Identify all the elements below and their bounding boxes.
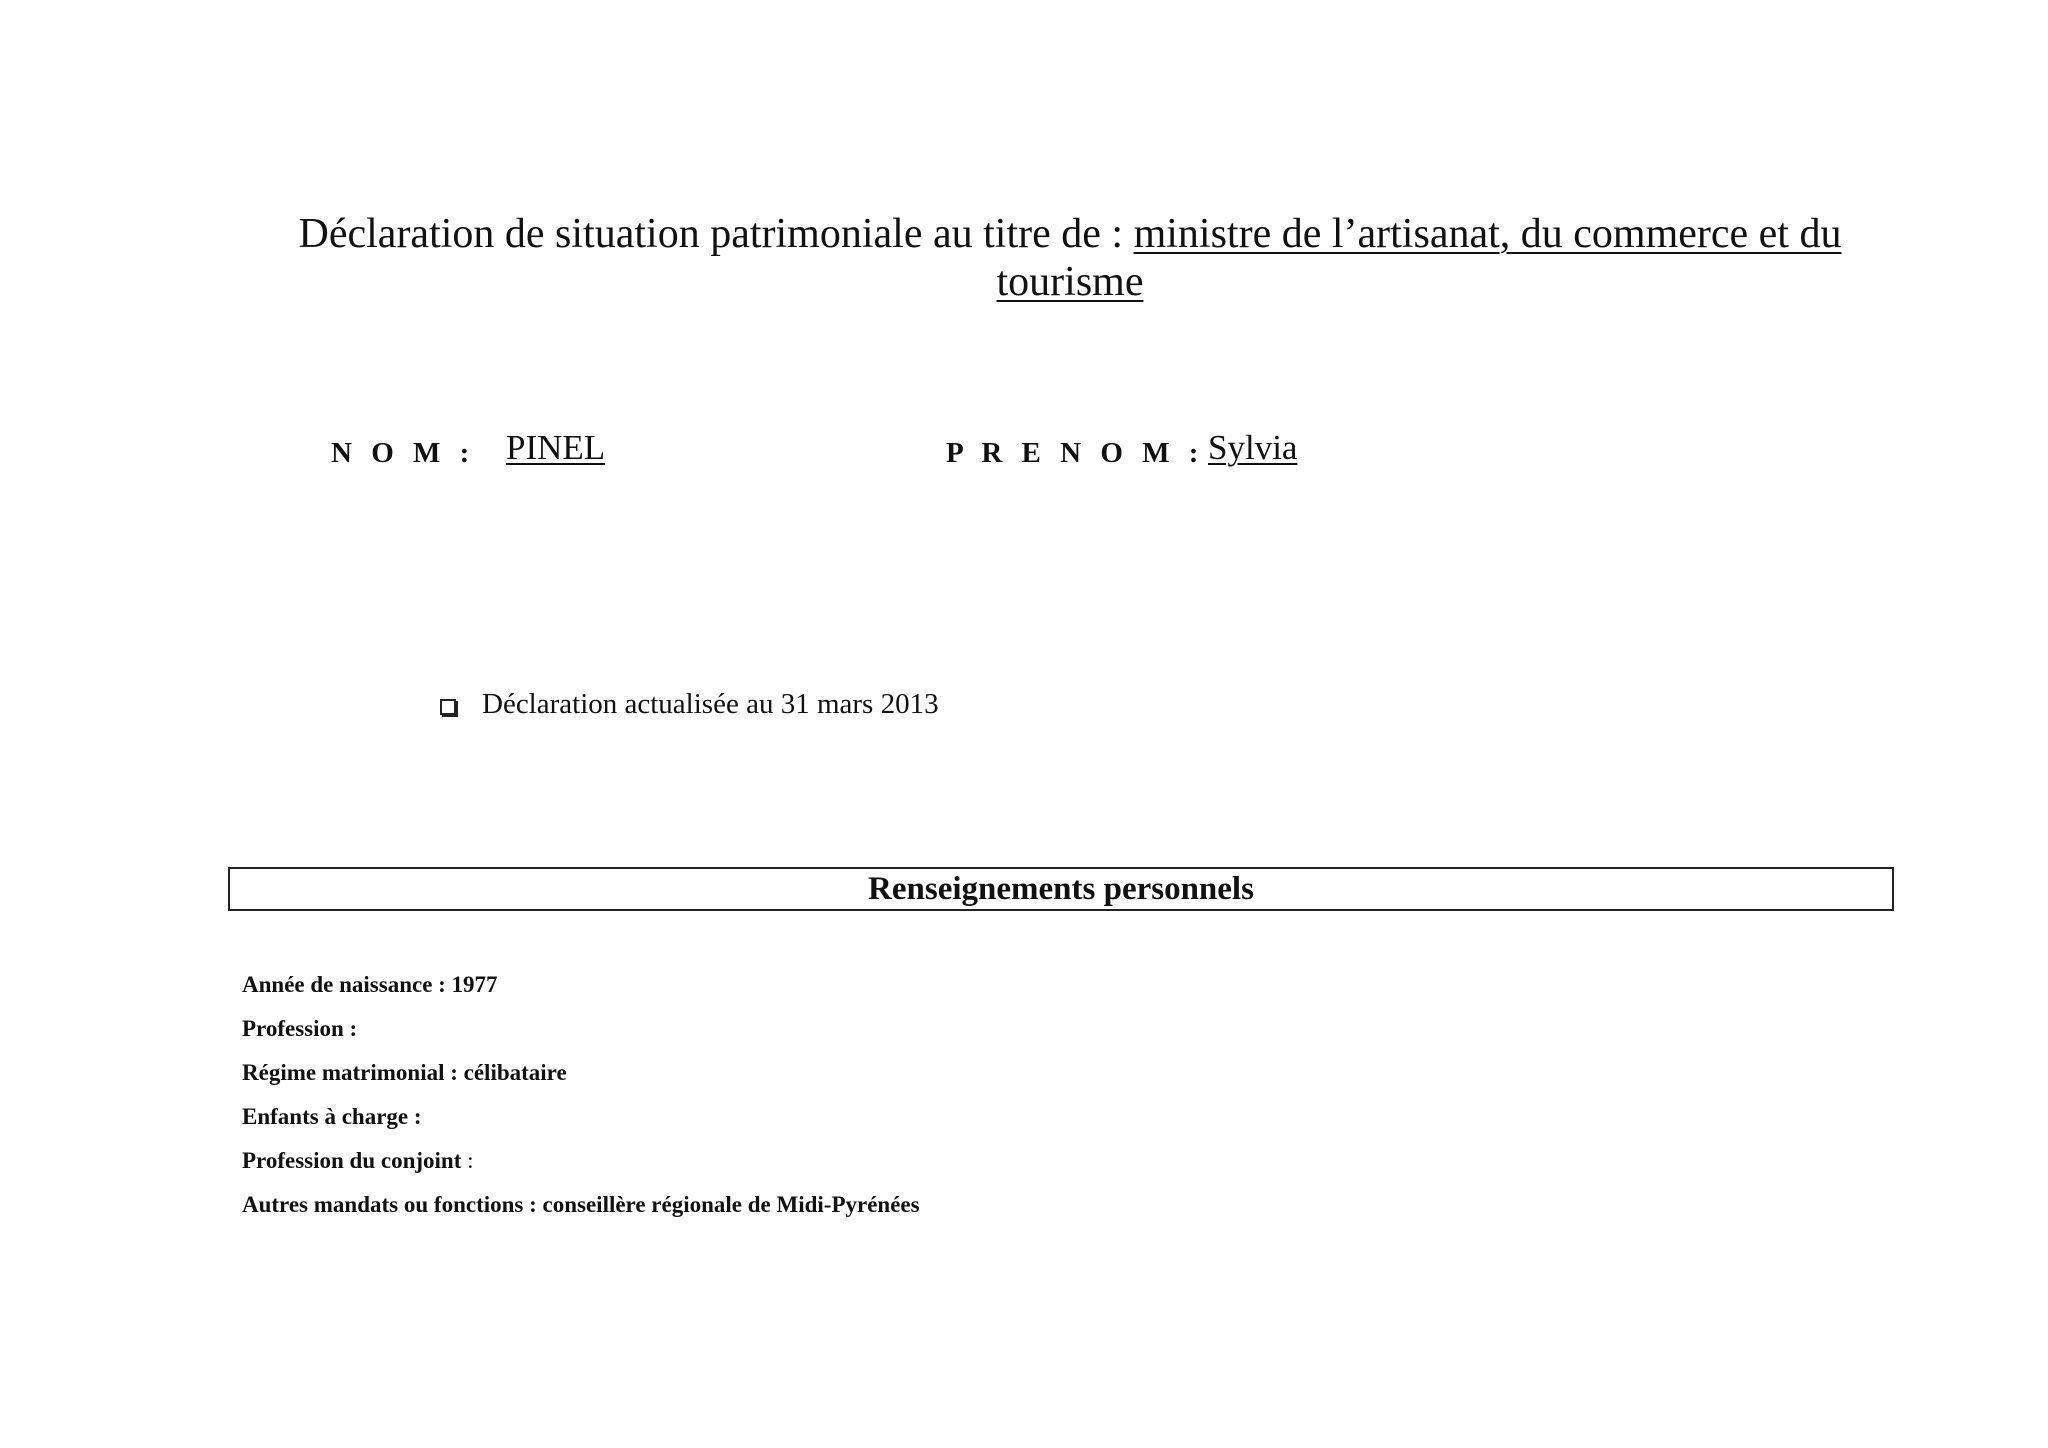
children-row: Enfants à charge : bbox=[242, 1104, 422, 1129]
title-role: ministre de l’artisanat, du commerce et du tourisme bbox=[996, 211, 1842, 305]
declaration-text: Déclaration actualisée au 31 mars 2013 bbox=[482, 688, 939, 720]
prenom-label: P R E N O M : bbox=[946, 437, 1205, 469]
spouse-profession-label: Profession du conjoint bbox=[242, 1148, 462, 1173]
checkbox-icon bbox=[440, 699, 456, 715]
spouse-profession-separator: : bbox=[461, 1148, 474, 1173]
spouse-profession-row bbox=[242, 1148, 920, 1192]
nom-value: PINEL bbox=[506, 428, 606, 467]
title-prefix: Déclaration de situation patrimoniale au titre de : bbox=[298, 211, 1134, 257]
page-title bbox=[230, 210, 1910, 306]
marital-regime-row: Régime matrimonial : célibataire bbox=[242, 1060, 567, 1085]
section-title: Renseignements personnels bbox=[868, 871, 1254, 907]
prenom-value: Sylvia bbox=[1208, 428, 1298, 467]
declaration-item bbox=[440, 688, 939, 721]
birth-year-row: Année de naissance : 1977 bbox=[242, 972, 498, 997]
profession-row: Profession : bbox=[242, 1016, 358, 1041]
nom-label: N O M : bbox=[331, 437, 476, 469]
personal-info-list bbox=[242, 972, 920, 1236]
other-mandates-row: Autres mandats ou fonctions : conseillère régionale de Midi-Pyrénées bbox=[242, 1192, 920, 1217]
section-header bbox=[228, 867, 1894, 911]
